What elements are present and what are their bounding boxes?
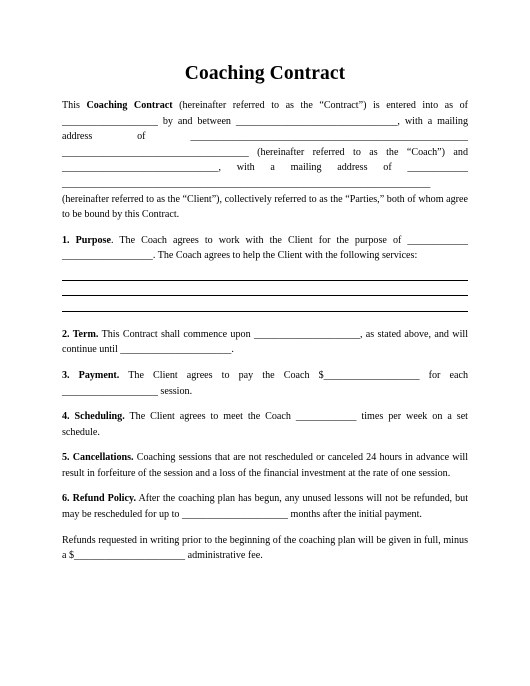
contract-page xyxy=(62,62,468,564)
scheduling-heading: 4. Scheduling. xyxy=(62,411,125,423)
purpose-paragraph xyxy=(62,233,468,264)
cancellations-heading: 5. Cancellations. xyxy=(62,452,134,464)
payment-heading: 3. Payment. xyxy=(62,369,120,381)
cancellations-text: Coaching sessions that are not rescheduled or canceled 24 hours in advance will result in forfeiture of the session and a loss of the financial investment at the rate of one session. xyxy=(62,452,469,479)
intro-contract-name: Coaching Contract xyxy=(86,100,173,111)
refund-policy-heading: 6. Refund Policy. xyxy=(62,493,136,505)
section-scheduling xyxy=(62,409,468,440)
purpose-heading: 1. Purpose xyxy=(62,234,111,246)
section-purpose xyxy=(62,233,468,315)
intro-paragraph xyxy=(62,98,468,223)
blank-line-1 xyxy=(62,268,468,284)
section-refund-policy xyxy=(62,491,468,522)
section-payment xyxy=(62,368,468,399)
document-title: Coaching Contract xyxy=(184,63,346,84)
closing-paragraph: Refunds requested in writing prior to the beginning of the coaching plan will be given in full, minus a $______________________ administrative fee. xyxy=(62,534,468,562)
refund-policy-text: After the coaching plan has begun, any unused lessons will not be refunded, but may be rescheduled for up to _____________________ months after the initial payment. xyxy=(62,493,468,521)
intro-lead: This xyxy=(62,100,87,111)
payment-text: The Client agrees to pay the Coach $___________________ for each ___________________ session. xyxy=(62,369,468,397)
section-cancellations xyxy=(62,450,468,481)
section-term xyxy=(62,327,468,358)
intro-body: (hereinafter referred to as the “Contract”) is entered into as of ___________________ by and between ________________________________, with a mailing address of _______________________________________________________ _____________________________________ (hereinafter referred to as the “Coach”) and _______________________________, with a mailing address of ____________ _________________________________________________________________________ (hereinafter referred to as the “Client”), collectively referred to as the “Parties,” both of whom agree to be bound by this Contract. xyxy=(62,100,468,221)
scheduling-text: The Client agrees to meet the Coach ____________ times per week on a set schedule. xyxy=(62,411,468,438)
purpose-text: . The Coach agrees to work with the Client for the purpose of ____________ __________________. The Coach agrees to help the Client with the following services: xyxy=(62,234,468,262)
blank-line-2 xyxy=(62,284,468,300)
purpose-services-lines xyxy=(62,268,468,315)
term-heading: 2. Term. xyxy=(62,328,99,340)
term-text: This Contract shall commence upon _____________________, as stated above, and will continue until ______________________. xyxy=(62,328,469,356)
blank-line-3 xyxy=(62,299,468,315)
